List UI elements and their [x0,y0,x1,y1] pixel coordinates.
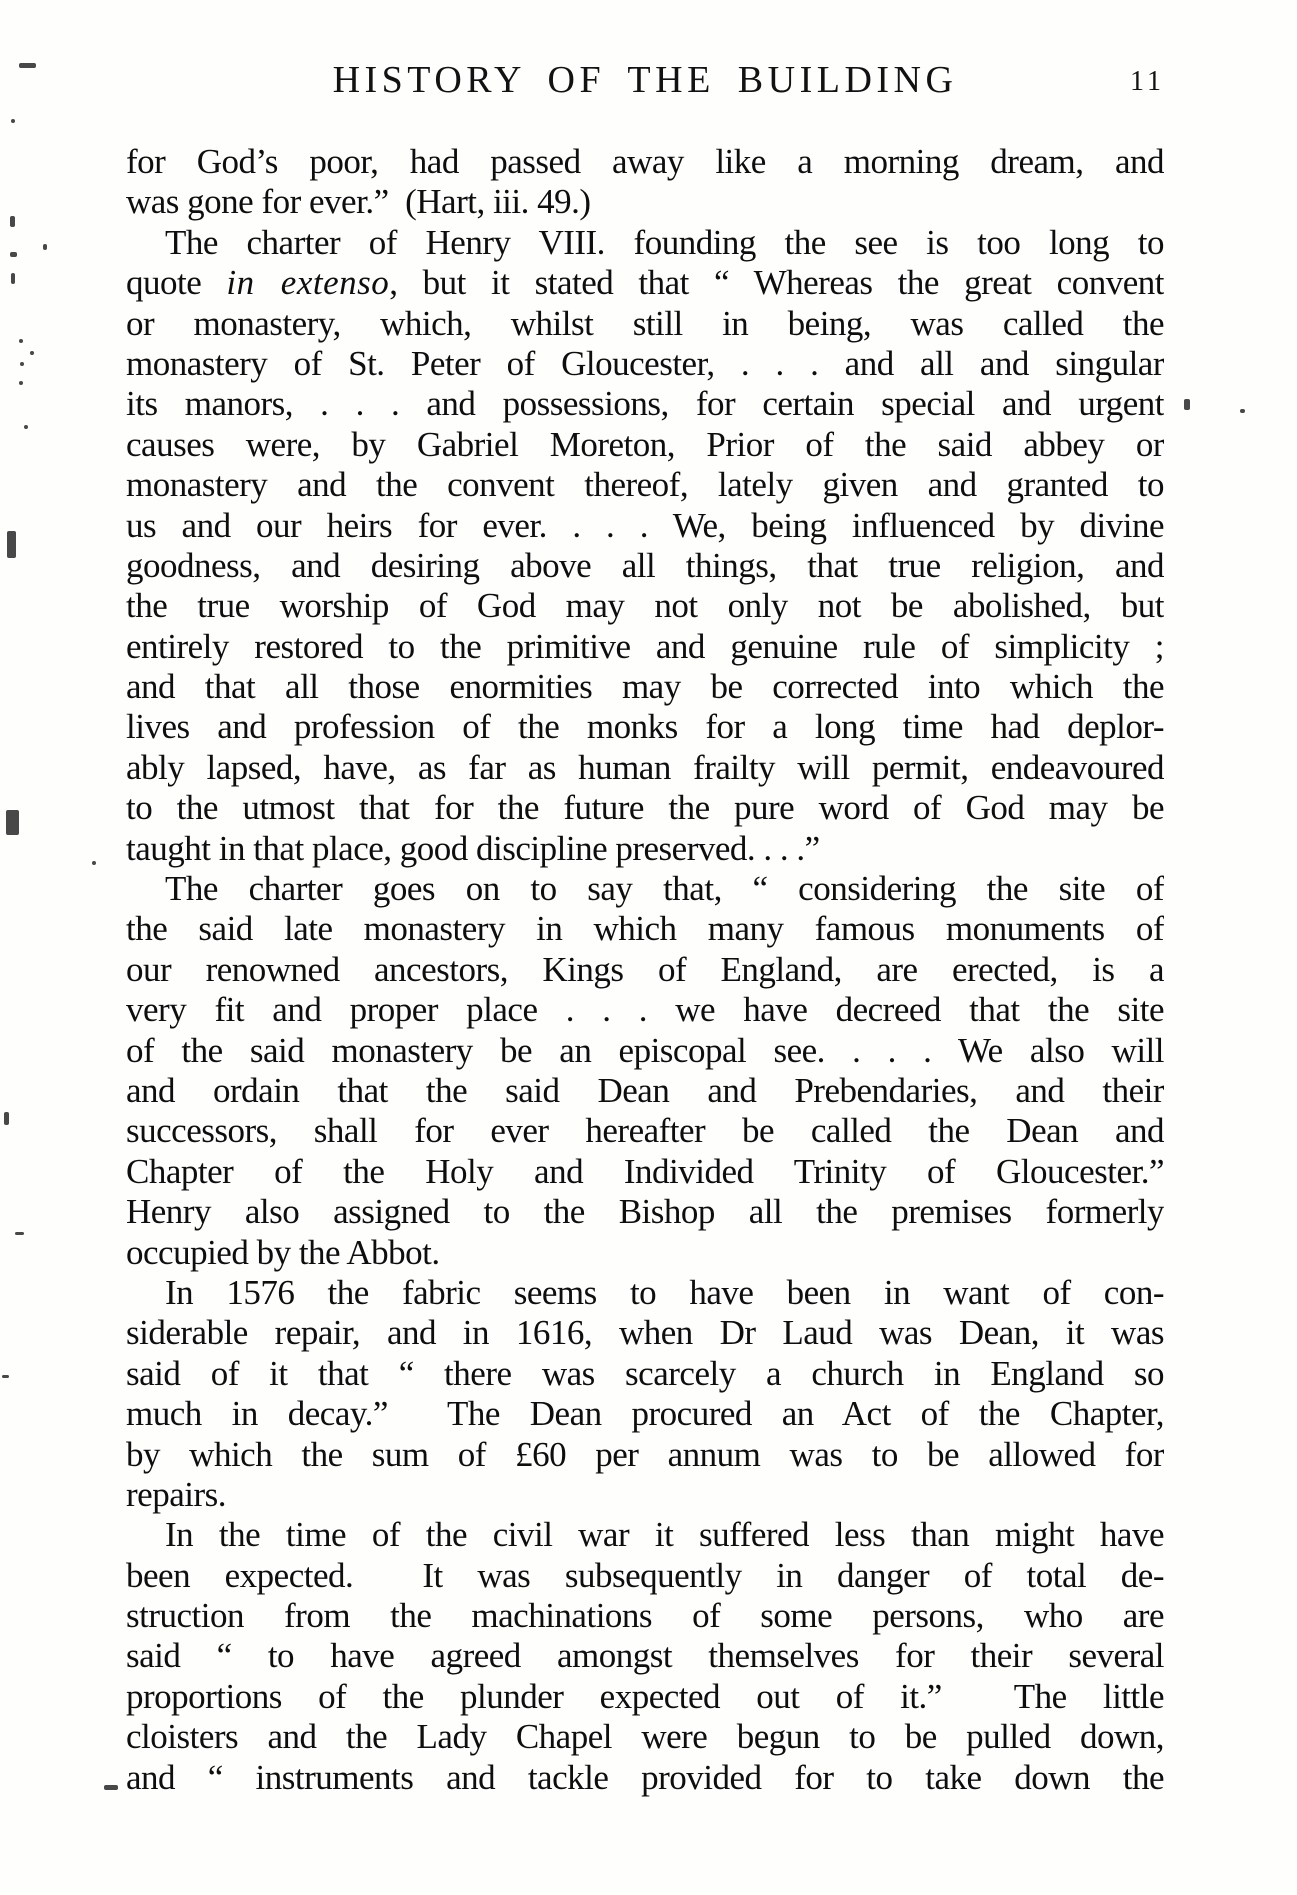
text-line: successors, shall for ever hereafter be called the Dean and [126,1111,1164,1151]
text-line: to the utmost that for the future the pure word of God may be [126,788,1164,828]
scan-artifact [11,119,15,123]
text-line: the true worship of God may not only not be abolished, but [126,586,1164,626]
text-line: for God’s poor, had passed away like a morning dream, and [126,142,1164,181]
text-line: and “ instruments and tackle provided for to take down the [126,1757,1164,1797]
text-line: much in decay.” The Dean procured an Act of the Chapter, [126,1394,1164,1434]
text-line: been expected. It was subsequently in danger of total de- [126,1555,1164,1595]
scan-artifact [11,273,15,284]
scan-artifact [104,1785,118,1790]
scan-artifact [43,244,47,250]
text-line: repairs. [126,1474,226,1514]
text-line: cloisters and the Lady Chapel were begun to be pulled down, [126,1717,1164,1757]
scan-artifact [19,381,23,385]
running-title: HISTORY OF THE BUILDING [332,59,958,101]
paragraph [126,869,1164,1273]
text-line: goodness, and desiring above all things, that true religion, and [126,545,1164,585]
scan-artifact [20,362,24,366]
text-line: lives and profession of the monks for a long time had deplor- [126,707,1164,747]
scan-artifact [6,810,19,835]
text-line: siderable repair, and in 1616, when Dr Laud was Dean, it was [126,1313,1164,1353]
text-line: monastery and the convent thereof, lately given and granted to [126,465,1164,505]
text-line: Henry also assigned to the Bishop all the premises formerly [126,1192,1164,1232]
text-line: ably lapsed, have, as far as human frailty will permit, endeavoured [126,747,1164,787]
text-line: In 1576 the fabric seems to have been in want of con- [165,1272,1164,1312]
text-line: said of it that “ there was scarcely a church in England so [126,1353,1164,1393]
paragraph [126,1273,1164,1515]
paragraph [126,142,1164,223]
scan-artifact [15,1232,24,1235]
scan-artifact [10,252,17,257]
text-line: causes were, by Gabriel Moreton, Prior of the said abbey or [126,424,1164,464]
text-line: was gone for ever.” (Hart, iii. 49.) [126,182,591,222]
text-line: monastery of St. Peter of Gloucester, . . . and all and singular [126,343,1164,383]
text-line: Chapter of the Holy and Individed Trinity of Gloucester.” [126,1151,1164,1191]
text-line: and that all those enormities may be corrected into which the [126,667,1164,707]
page-number: 11 [1130,66,1165,97]
paragraph [126,223,1164,869]
scan-artifact [1240,409,1245,413]
scan-artifact [4,1112,9,1125]
scan-artifact [2,1375,9,1378]
scan-artifact [24,425,28,429]
text-line: In the time of the civil war it suffered less than might have [165,1515,1164,1555]
text-line: by which the sum of £60 per annum was to be allowed for [126,1434,1164,1474]
text-line: struction from the machinations of some persons, who are [126,1596,1164,1636]
scan-artifact [30,351,34,355]
text-line: taught in that place, good discipline preserved. . . .” [126,828,820,868]
text-line: very fit and proper place . . . we have decreed that the site [126,990,1164,1030]
scan-artifact [7,531,16,558]
text-line: The charter of Henry VIII. founding the see is too long to [165,222,1164,262]
text-line: the said late monastery in which many famous monuments of [126,909,1164,949]
scan-artifact [19,339,23,343]
paragraph [126,1515,1164,1798]
text-line: or monastery, which, whilst still in being, was called the [126,303,1164,343]
text-line: said “ to have agreed amongst themselves for their several [126,1636,1164,1676]
text-line: of the said monastery be an episcopal see. . . . We also will [126,1030,1164,1070]
body-text [126,142,1164,1798]
text-line: proportions of the plunder expected out of it.” The little [126,1676,1164,1716]
text-line: quote in extenso, but it stated that “ Whereas the great convent [126,263,1164,303]
text-line: us and our heirs for ever. . . . We, being influenced by divine [126,505,1164,545]
scan-artifact [10,216,15,227]
scan-artifact [1184,399,1190,410]
text-line: entirely restored to the primitive and genuine rule of simplicity ; [126,626,1164,666]
scan-artifact [92,861,96,865]
text-line: its manors, . . . and possessions, for certain special and urgent [126,384,1164,424]
text-line: our renowned ancestors, Kings of England, are erected, is a [126,949,1164,989]
text-line: and ordain that the said Dean and Prebendaries, and their [126,1070,1164,1110]
text-line: The charter goes on to say that, “ considering the site of [165,869,1164,909]
text-line: occupied by the Abbot. [126,1232,440,1272]
scan-artifact [19,63,36,68]
